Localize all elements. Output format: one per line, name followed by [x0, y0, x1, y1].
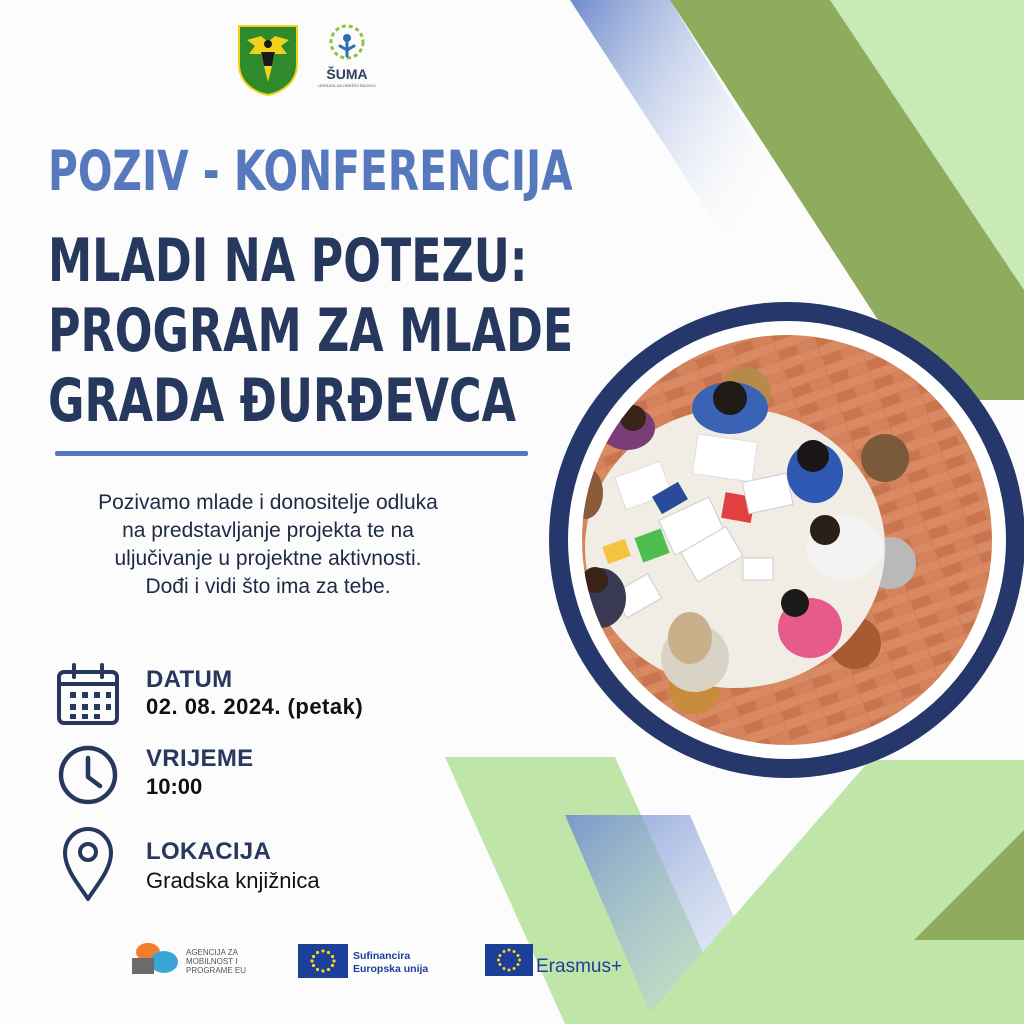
invitation-line: uljučivanje u projektne aktivnosti.	[114, 547, 422, 570]
title-divider	[55, 451, 528, 456]
coat-of-arms-logo	[237, 24, 299, 96]
date-value: 02. 08. 2024. (petak)	[146, 694, 364, 719]
invitation-line: Pozivamo mlade i donositelje odluka	[98, 491, 438, 514]
time-value: 10:00	[146, 774, 203, 799]
erasmus-text: Erasmus+	[536, 956, 623, 977]
clock-icon	[57, 744, 119, 806]
invitation-line: na predstavljanje projekta te na	[122, 519, 414, 542]
location-pin-icon	[62, 826, 114, 902]
erasmus-eu-flag-icon	[485, 944, 533, 976]
event-title-line: MLADI NA POTEZU:	[48, 226, 528, 296]
event-title-line: PROGRAM ZA MLADE	[48, 296, 574, 366]
suma-tagline: UDRUGA ZA ODRŽIVI RAZVOJ	[318, 83, 376, 88]
time-label: VRIJEME	[146, 745, 254, 772]
location-value: Gradska knjižnica	[146, 868, 320, 893]
location-label: LOKACIJA	[146, 838, 272, 865]
eu-cofund-text	[353, 950, 428, 976]
ampeu-line: AGENCIJA ZA	[186, 948, 239, 957]
eu-flag-icon	[298, 944, 348, 978]
event-title-line: GRADA ĐURĐEVCA	[48, 366, 516, 436]
ampeu-line: MOBILNOST I	[186, 957, 238, 966]
invitation-text	[40, 489, 496, 601]
ampeu-logo-icon	[128, 940, 184, 980]
event-title	[48, 226, 573, 436]
date-label: DATUM	[146, 666, 233, 693]
eu-cofund-line: Europska unija	[353, 963, 429, 975]
ampeu-line: PROGRAME EU	[186, 966, 247, 975]
students-photo	[545, 298, 1024, 782]
event-type-heading: POZIV - KONFERENCIJA	[48, 139, 573, 203]
ampeu-text	[186, 948, 246, 975]
suma-name: ŠUMA	[326, 66, 368, 82]
invitation-line: Dođi i vidi što ima za tebe.	[145, 575, 391, 598]
eu-cofund-line: Sufinancira	[353, 950, 411, 962]
calendar-icon	[56, 662, 120, 726]
